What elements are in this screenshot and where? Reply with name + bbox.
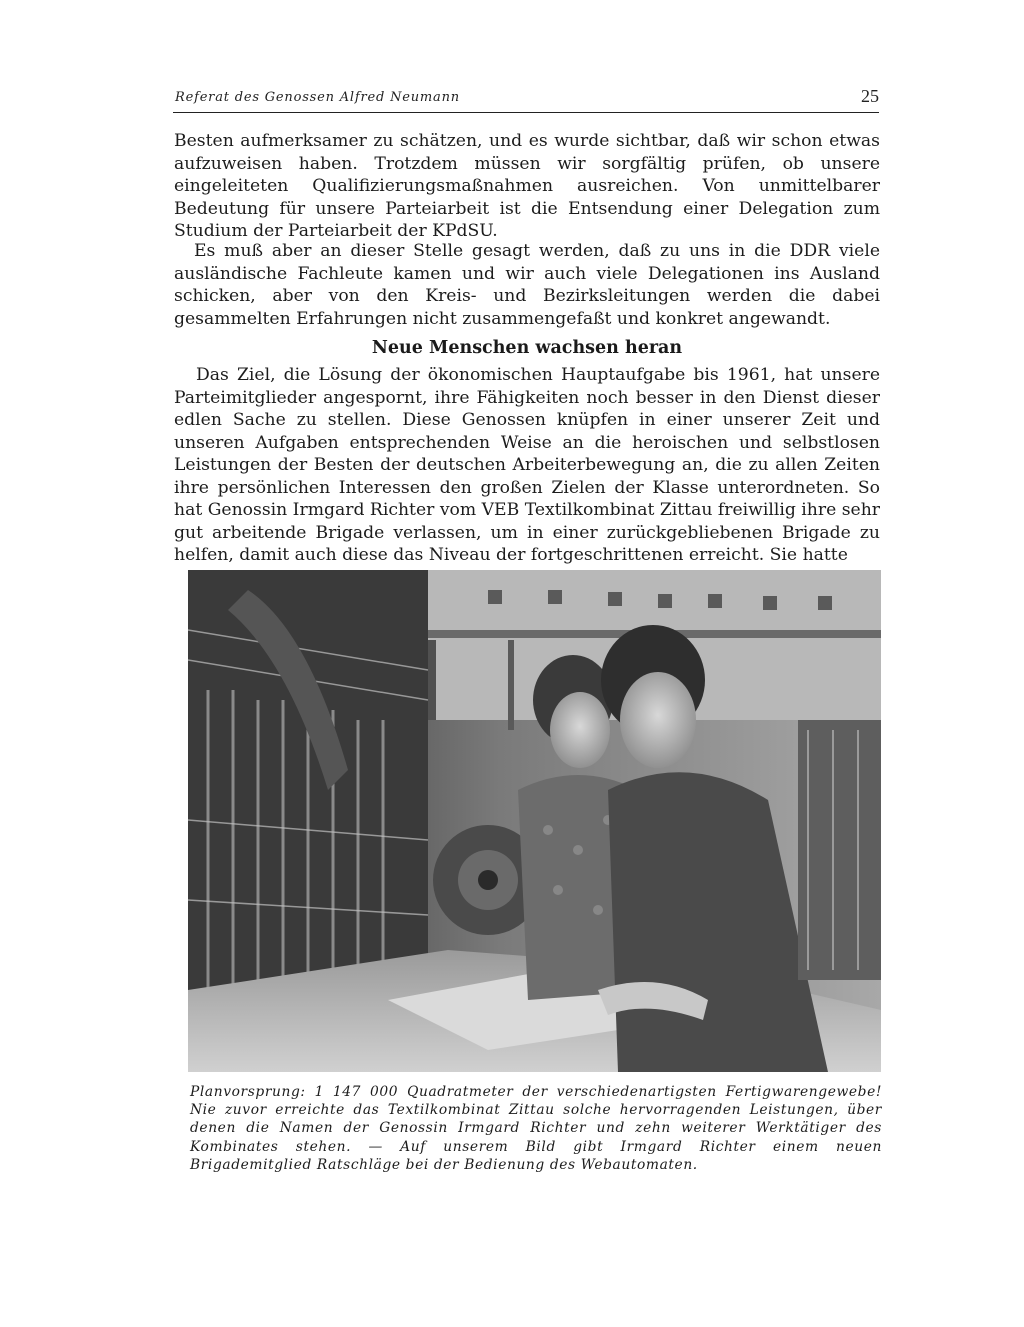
paragraph-2: Es muß aber an dieser Stelle gesagt werden, daß zu uns in die DDR viele ausländische Fachleute kamen und wir auch viele Delegationen ins Ausland schicken, aber von den Kreis- und Bezirksleitungen werden die dabei gesammelten Erfahrungen nicht zusammengefaßt und konkret angewandt. xyxy=(174,241,880,329)
page-number: 25 xyxy=(861,86,879,106)
photograph xyxy=(188,570,881,1072)
paragraph-1: Besten aufmerksamer zu schätzen, und es wurde sichtbar, daß wir schon etwas aufzuweisen haben. Trotzdem müssen wir sorgfältig prüfen, ob unsere eingeleiteten Qualifizierungsmaßnahmen ausreichen. Von unmittelbarer Bedeutung für unsere Parteiarbeit ist die Entsendung einer Delegation zum Studium der Parteiarbeit der KPdSU. xyxy=(174,131,880,241)
photo-caption: Planvorsprung: 1 147 000 Quadratmeter der verschiedenartigsten Fertigwarengewebe! Nie zuvor erreichte das Textilkombinat Zittau solche hervorragenden Leistungen, über denen die Namen der Genossin Irmgard Richter und zehn weiterer Werktätiger des Kombinates stehen. — Auf unserem Bild gibt Irmgard Richter einem neuen Brigademitglied Ratschläge bei der Bedienung des Webautomaten. xyxy=(190,1084,882,1173)
running-head: Referat des Genossen Alfred Neumann xyxy=(175,90,460,105)
paragraph-3: Das Ziel, die Lösung der ökonomischen Hauptaufgabe bis 1961, hat unsere Parteimitglieder angespornt, ihre Fähigkeiten noch besser in den Dienst dieser edlen Sache zu stellen. Diese Genossen knüpfen in einer unserer Zeit und unseren Aufgaben entsprechenden Weise an die heroischen und selbstlosen Leistungen der Besten der deutschen Arbeiterbewegung an, die zu allen Zeiten ihre persönlichen Interessen den großen Zielen der Klasse unterordneten. So hat Genossin Irmgard Richter vom VEB Textilkombinat Zittau freiwillig ihre sehr gut arbeitende Brigade verlassen, um in einer zurückgebliebenen Brigade zu helfen, damit auch diese das Niveau der fortgeschrittenen erreicht. Sie hatte xyxy=(174,365,880,565)
photograph-icon xyxy=(188,570,881,1072)
page-header xyxy=(173,88,879,113)
section-heading: Neue Menschen wachsen heran xyxy=(371,338,683,358)
